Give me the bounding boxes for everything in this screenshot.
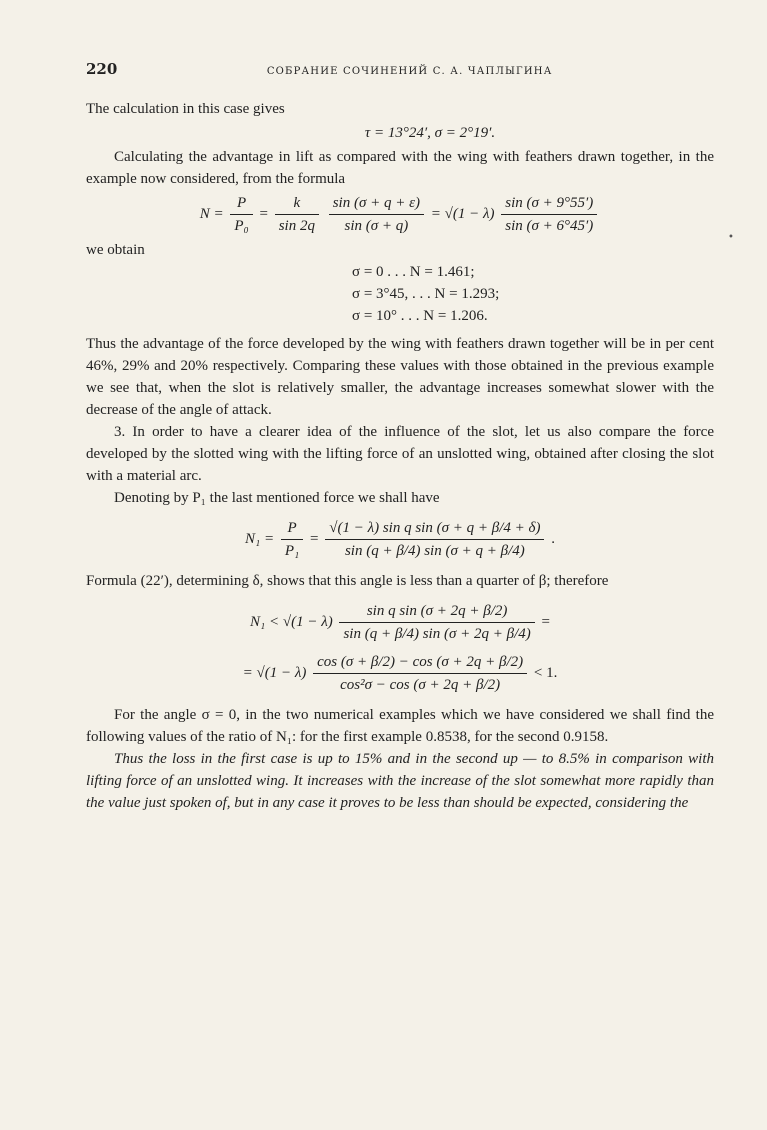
denominator: sin (q + β/4) sin (σ + 2q + β/4) (343, 626, 531, 642)
numerator: sin (σ + q + ε) (329, 192, 424, 215)
denominator: P₁ (284, 543, 300, 559)
page-number: 220 (86, 60, 118, 78)
formula-N: N = $\frac{P}{\text{P₀}}$ = $\frac{k}{\sin 2q}$ $\frac{\sin (\sigma + q + \varepsilon)}{\sin (\sigma + q)}$ = √(1 − λ) $\frac{\sin (\sigma + 9^\circ 55')}{\sin (\sigma + 6^\circ 45')}$ (86, 192, 714, 237)
paragraph: Denoting by P₁ the last mentioned force we shall have (114, 490, 440, 506)
numerator: cos (σ + β/2) − cos (σ + 2q + β/2) (313, 651, 527, 674)
formula-term: = √(1 − λ) (430, 205, 495, 222)
fraction (501, 192, 597, 237)
result-row: σ = 10° . . . N = 1.206. (352, 308, 488, 324)
denominator: cos²σ − cos (σ + 2q + β/2) (340, 677, 501, 693)
numerator: sin q sin (σ + 2q + β/2) (339, 600, 534, 623)
paragraph: Calculating the advantage in lift as compared with the wing with feathers drawn together, in the example now considered, from the formula (86, 149, 714, 187)
numerator: P (281, 517, 303, 540)
denominator: sin 2q (278, 218, 315, 234)
paragraph: Formula (22′), determining δ, shows that this angle is less than a quarter of β; therefore (86, 573, 609, 589)
formula-term: N = (199, 205, 224, 222)
numerator: √(1 − λ) sin q sin (σ + q + β/4 + δ) (325, 517, 544, 540)
margin-mark: • (728, 232, 734, 243)
running-head: СОБРАНИЕ СОЧИНЕНИЙ С. А. ЧАПЛЫГИНА (266, 66, 553, 77)
denominator: P₀ (234, 218, 249, 234)
fraction (329, 192, 424, 237)
paragraph: The calculation in this case gives (86, 101, 285, 117)
paragraph: we obtain (86, 242, 145, 258)
formula-term: = √(1 − λ) (242, 664, 307, 681)
paragraph: 3. In order to have a clearer idea of the influence of the slot, let us also compare the force developed by the slotted wing with the lifting force of an unslotted wing, obtained after closing the slot with a material arc. (86, 424, 714, 484)
numerator: sin (σ + 9°55′) (501, 192, 597, 215)
fraction (275, 192, 319, 237)
equation-tau-sigma: τ = 13°24′, σ = 2°19′. (364, 125, 496, 141)
formula-N1-inequality: N₁ < √(1 − λ) $\frac{\text{sin q sin (σ + 2q + β/2)}}{\sin (q + \beta/4) \sin (\sigma + 2q + \beta/4)}$ = (86, 600, 714, 645)
paragraph: Thus the advantage of the force developed by the wing with feathers drawn together will be in per cent 46%, 29% and 20% respectively. Comparing these values with those obtained in the previous example we see that, when the slot is relatively smaller, the advantage increases somewhat slower with the decrease of the angle of attack. (86, 336, 714, 418)
denominator: sin (q + β/4) sin (σ + q + β/4) (344, 543, 525, 559)
fraction (339, 600, 534, 645)
formula-term: N₁ = (245, 530, 275, 547)
fraction (281, 517, 303, 562)
fraction (313, 651, 527, 696)
page-header (86, 60, 702, 78)
formula-term: < 1. (533, 664, 558, 681)
denominator: sin (σ + q) (344, 218, 409, 234)
formula-term: N₁ < √(1 − λ) (250, 613, 333, 630)
numerator: k (275, 192, 319, 215)
paragraph: Thus the loss in the first case is up to 15% and in the second up — to 8.5% in comparison with lifting force of an unslotted wing. It increases with the increase of the slot somewhat more rapidly than the value just spoken of, but in any case it proves to be less than should be expected, considering the (86, 751, 714, 811)
result-row: σ = 0 . . . N = 1.461; (352, 264, 475, 280)
fraction (325, 517, 544, 562)
result-row: σ = 3°45, . . . N = 1.293; (352, 286, 500, 302)
results-list (352, 261, 714, 327)
denominator: sin (σ + 6°45′) (505, 218, 594, 234)
numerator: P (230, 192, 252, 215)
paragraph: For the angle σ = 0, in the two numerical examples which we have considered we shall find the following values of the ratio of N₁: for the first example 0.8538, for the second 0.9158. (86, 707, 714, 745)
page-body (86, 98, 714, 814)
formula-N1-bound (86, 651, 714, 696)
formula-N1: N₁ = $\frac{P}{\text{P₁}}$ = $\frac{\text{√(1 − λ) sin q sin (σ + q + β/4 + δ)}}{\sin (q + \beta/4) \sin (\sigma + q + \beta/4)}$ . (86, 517, 714, 562)
fraction (230, 192, 252, 237)
